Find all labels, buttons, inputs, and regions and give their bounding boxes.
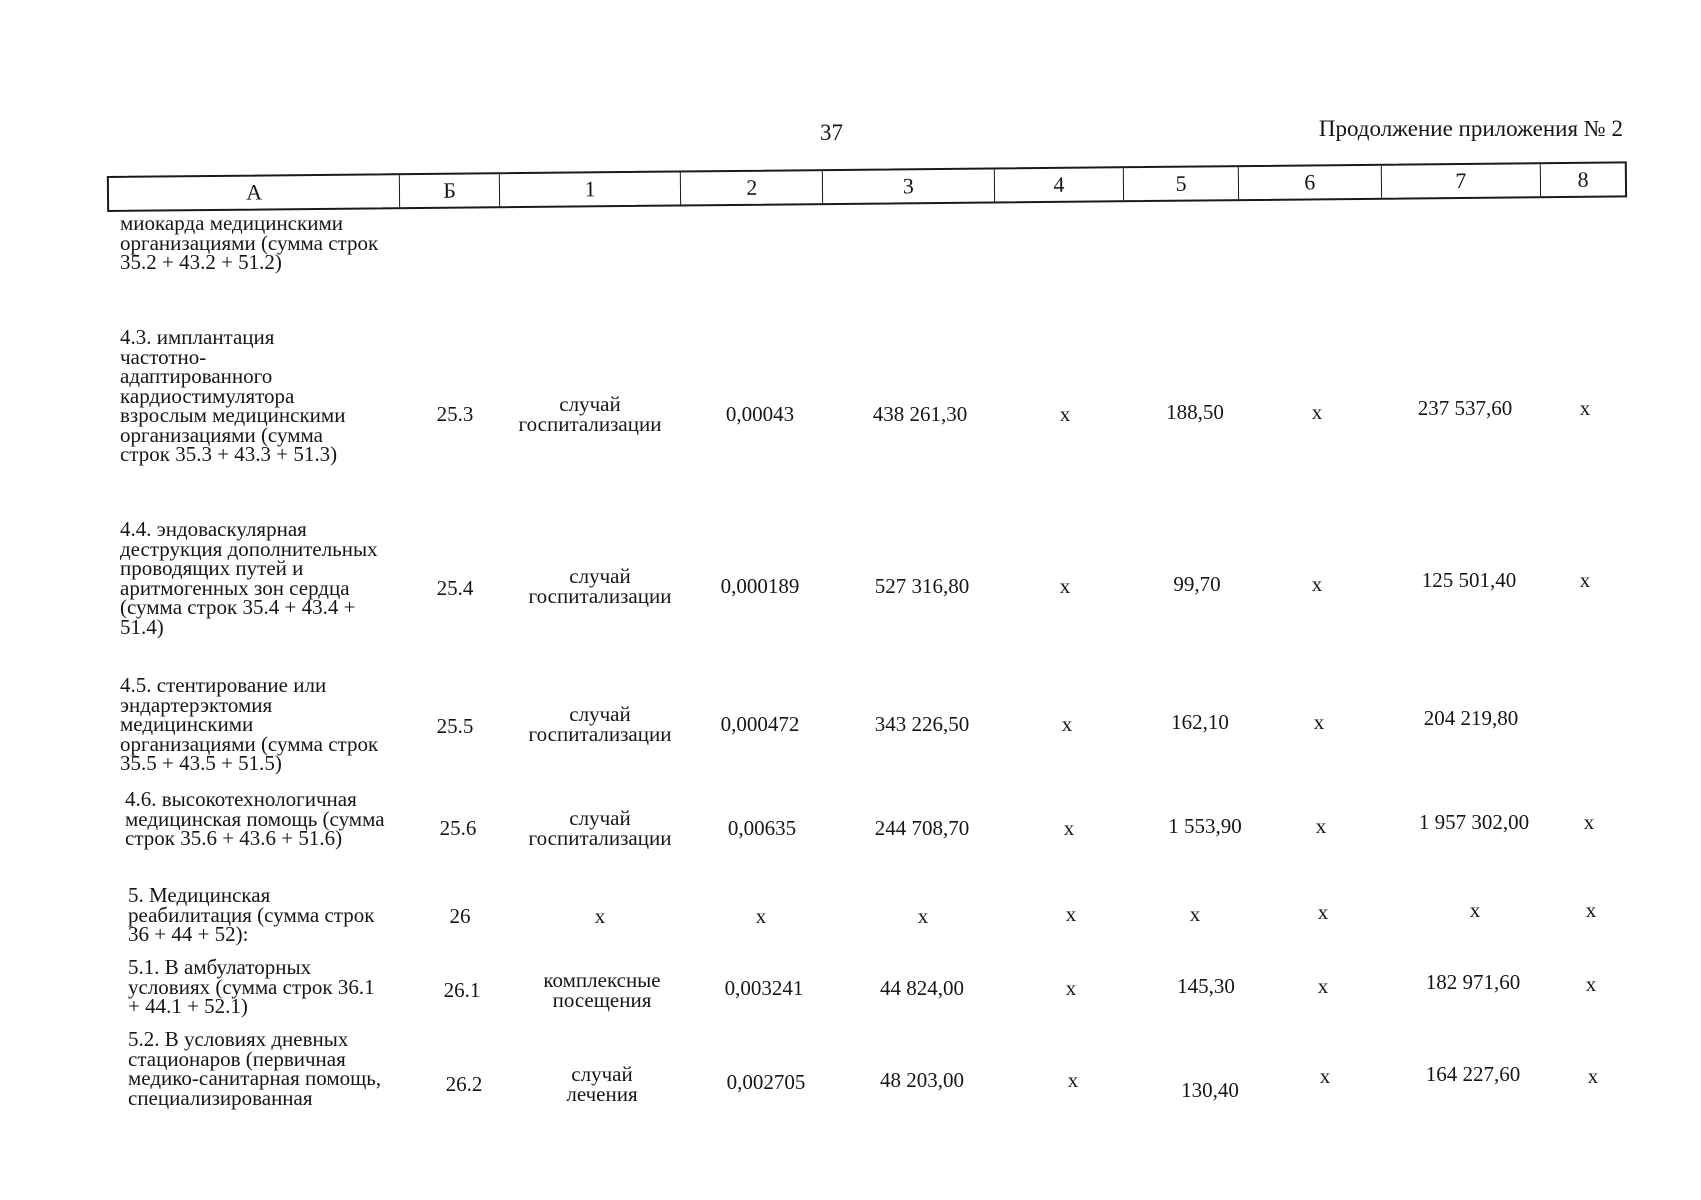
- page-number: 37: [820, 120, 843, 145]
- row-unit: случай госпитализации: [528, 702, 672, 746]
- row-col-4: х: [1059, 574, 1071, 598]
- row-col-2: 0,000189: [720, 574, 800, 598]
- row-col-6: х: [1313, 710, 1325, 734]
- row-col-3: 48 203,00: [880, 1068, 964, 1092]
- row-col-4: х: [1065, 976, 1077, 1000]
- row-col-6: х: [1317, 974, 1329, 998]
- row-col-8: х: [1579, 568, 1591, 592]
- header-cell-6: 6: [1239, 166, 1382, 199]
- header-cell-b: Б: [400, 174, 500, 207]
- header-cell-7: 7: [1381, 164, 1541, 198]
- row-col-3: 438 261,30: [872, 402, 968, 426]
- row-col-5: 99,70: [1173, 572, 1221, 596]
- row-code: 26: [449, 904, 471, 928]
- row-name: 4.5. стентирование или эндартерэктомия медицинскими организациями (сумма строк 35.5 + 43.5 + 51.5): [120, 673, 379, 775]
- row-unit: случай госпитализации: [528, 564, 672, 608]
- row-unit: случай госпитализации: [528, 806, 672, 850]
- row-col-5: 145,30: [1177, 974, 1235, 998]
- row-col-4: х: [1059, 402, 1071, 426]
- row-col-5: 1 553,90: [1168, 814, 1242, 838]
- appendix-note: Продолжение приложения № 2: [1318, 116, 1623, 141]
- header-cell-5: 5: [1124, 167, 1239, 200]
- row-col-6: х: [1311, 400, 1323, 424]
- row-col-7: 164 227,60: [1425, 1062, 1521, 1086]
- header-cell-a: А: [109, 175, 401, 210]
- row-code: 25.3: [436, 402, 474, 426]
- row-col-3: 527 316,80: [874, 574, 970, 598]
- row-col-7: х: [1469, 898, 1481, 922]
- row-name: 4.4. эндоваскулярная деструкция дополнительных проводящих путей и аритмогенных зон сердца (сумма строк 35.4 + 43.4 + 51.4): [120, 517, 378, 639]
- row-col-5: х: [1189, 902, 1201, 926]
- row-col-8: х: [1585, 972, 1597, 996]
- row-name: 5. Медицинская реабилитация (сумма строк 36 + 44 + 52):: [128, 883, 375, 946]
- row-unit: х: [594, 904, 606, 928]
- row-code: 26.1: [443, 978, 481, 1002]
- row-col-6: х: [1315, 814, 1327, 838]
- row-col-5: 188,50: [1166, 400, 1224, 424]
- row-col-7: 125 501,40: [1421, 568, 1517, 592]
- row-col-6: х: [1311, 572, 1323, 596]
- row-col-8: х: [1585, 898, 1597, 922]
- row-col-7: 1 957 302,00: [1418, 810, 1530, 834]
- row-unit: комплексные посещения: [543, 968, 661, 1012]
- row-col-7: 204 219,80: [1423, 706, 1519, 730]
- row-col-3: 343 226,50: [874, 712, 970, 736]
- row-col-2: 0,00635: [727, 816, 797, 840]
- row-col-2: х: [755, 904, 767, 928]
- row-col-7: 237 537,60: [1417, 396, 1513, 420]
- row-col-6: х: [1317, 900, 1329, 924]
- row-code: 26.2: [445, 1072, 483, 1096]
- row-col-8: х: [1587, 1064, 1599, 1088]
- row-code: 25.5: [436, 714, 474, 738]
- row-col-8: х: [1583, 810, 1595, 834]
- row-col-3: х: [917, 904, 929, 928]
- row-col-4: х: [1065, 902, 1077, 926]
- row-col-5: 130,40: [1181, 1078, 1239, 1102]
- header-cell-3: 3: [823, 169, 995, 203]
- row-unit: случай лечения: [566, 1062, 638, 1106]
- row-col-4: х: [1061, 712, 1073, 736]
- row-name: миокарда медицинскими организациями (сумма строк 35.2 + 43.2 + 51.2): [120, 211, 379, 274]
- row-col-8: х: [1579, 396, 1591, 420]
- row-col-2: 0,00043: [725, 402, 795, 426]
- row-name: 4.6. высокотехнологичная медицинская помощь (сумма строк 35.6 + 43.6 + 51.6): [125, 787, 385, 850]
- row-col-6: х: [1319, 1064, 1331, 1088]
- row-col-7: 182 971,60: [1425, 970, 1521, 994]
- row-col-3: 44 824,00: [880, 976, 964, 1000]
- row-col-4: х: [1063, 816, 1075, 840]
- table-header: [107, 161, 1627, 212]
- row-name: 4.3. имплантация частотно-адаптированного кардиостимулятора взрослым медицинскими организациями (сумма строк 35.3 + 43.3 + 51.3): [120, 325, 346, 466]
- header-cell-2: 2: [681, 171, 823, 204]
- row-name: 5.2. В условиях дневных стационаров (первичная медико-санитарная помощь, специализированная: [128, 1027, 382, 1110]
- row-name: 5.1. В амбулаторных условиях (сумма строк 36.1 + 44.1 + 52.1): [128, 955, 375, 1018]
- row-code: 25.4: [436, 576, 474, 600]
- header-cell-4: 4: [994, 168, 1124, 201]
- row-col-3: 244 708,70: [874, 816, 970, 840]
- row-code: 25.6: [439, 816, 477, 840]
- row-unit: случай госпитализации: [518, 392, 662, 436]
- header-cell-1: 1: [500, 172, 682, 206]
- row-col-4: х: [1067, 1068, 1079, 1092]
- row-col-2: 0,000472: [720, 712, 800, 736]
- row-col-2: 0,003241: [724, 976, 804, 1000]
- header-cell-8: 8: [1577, 166, 1589, 192]
- row-col-2: 0,002705: [726, 1070, 806, 1094]
- row-col-5: 162,10: [1171, 710, 1229, 734]
